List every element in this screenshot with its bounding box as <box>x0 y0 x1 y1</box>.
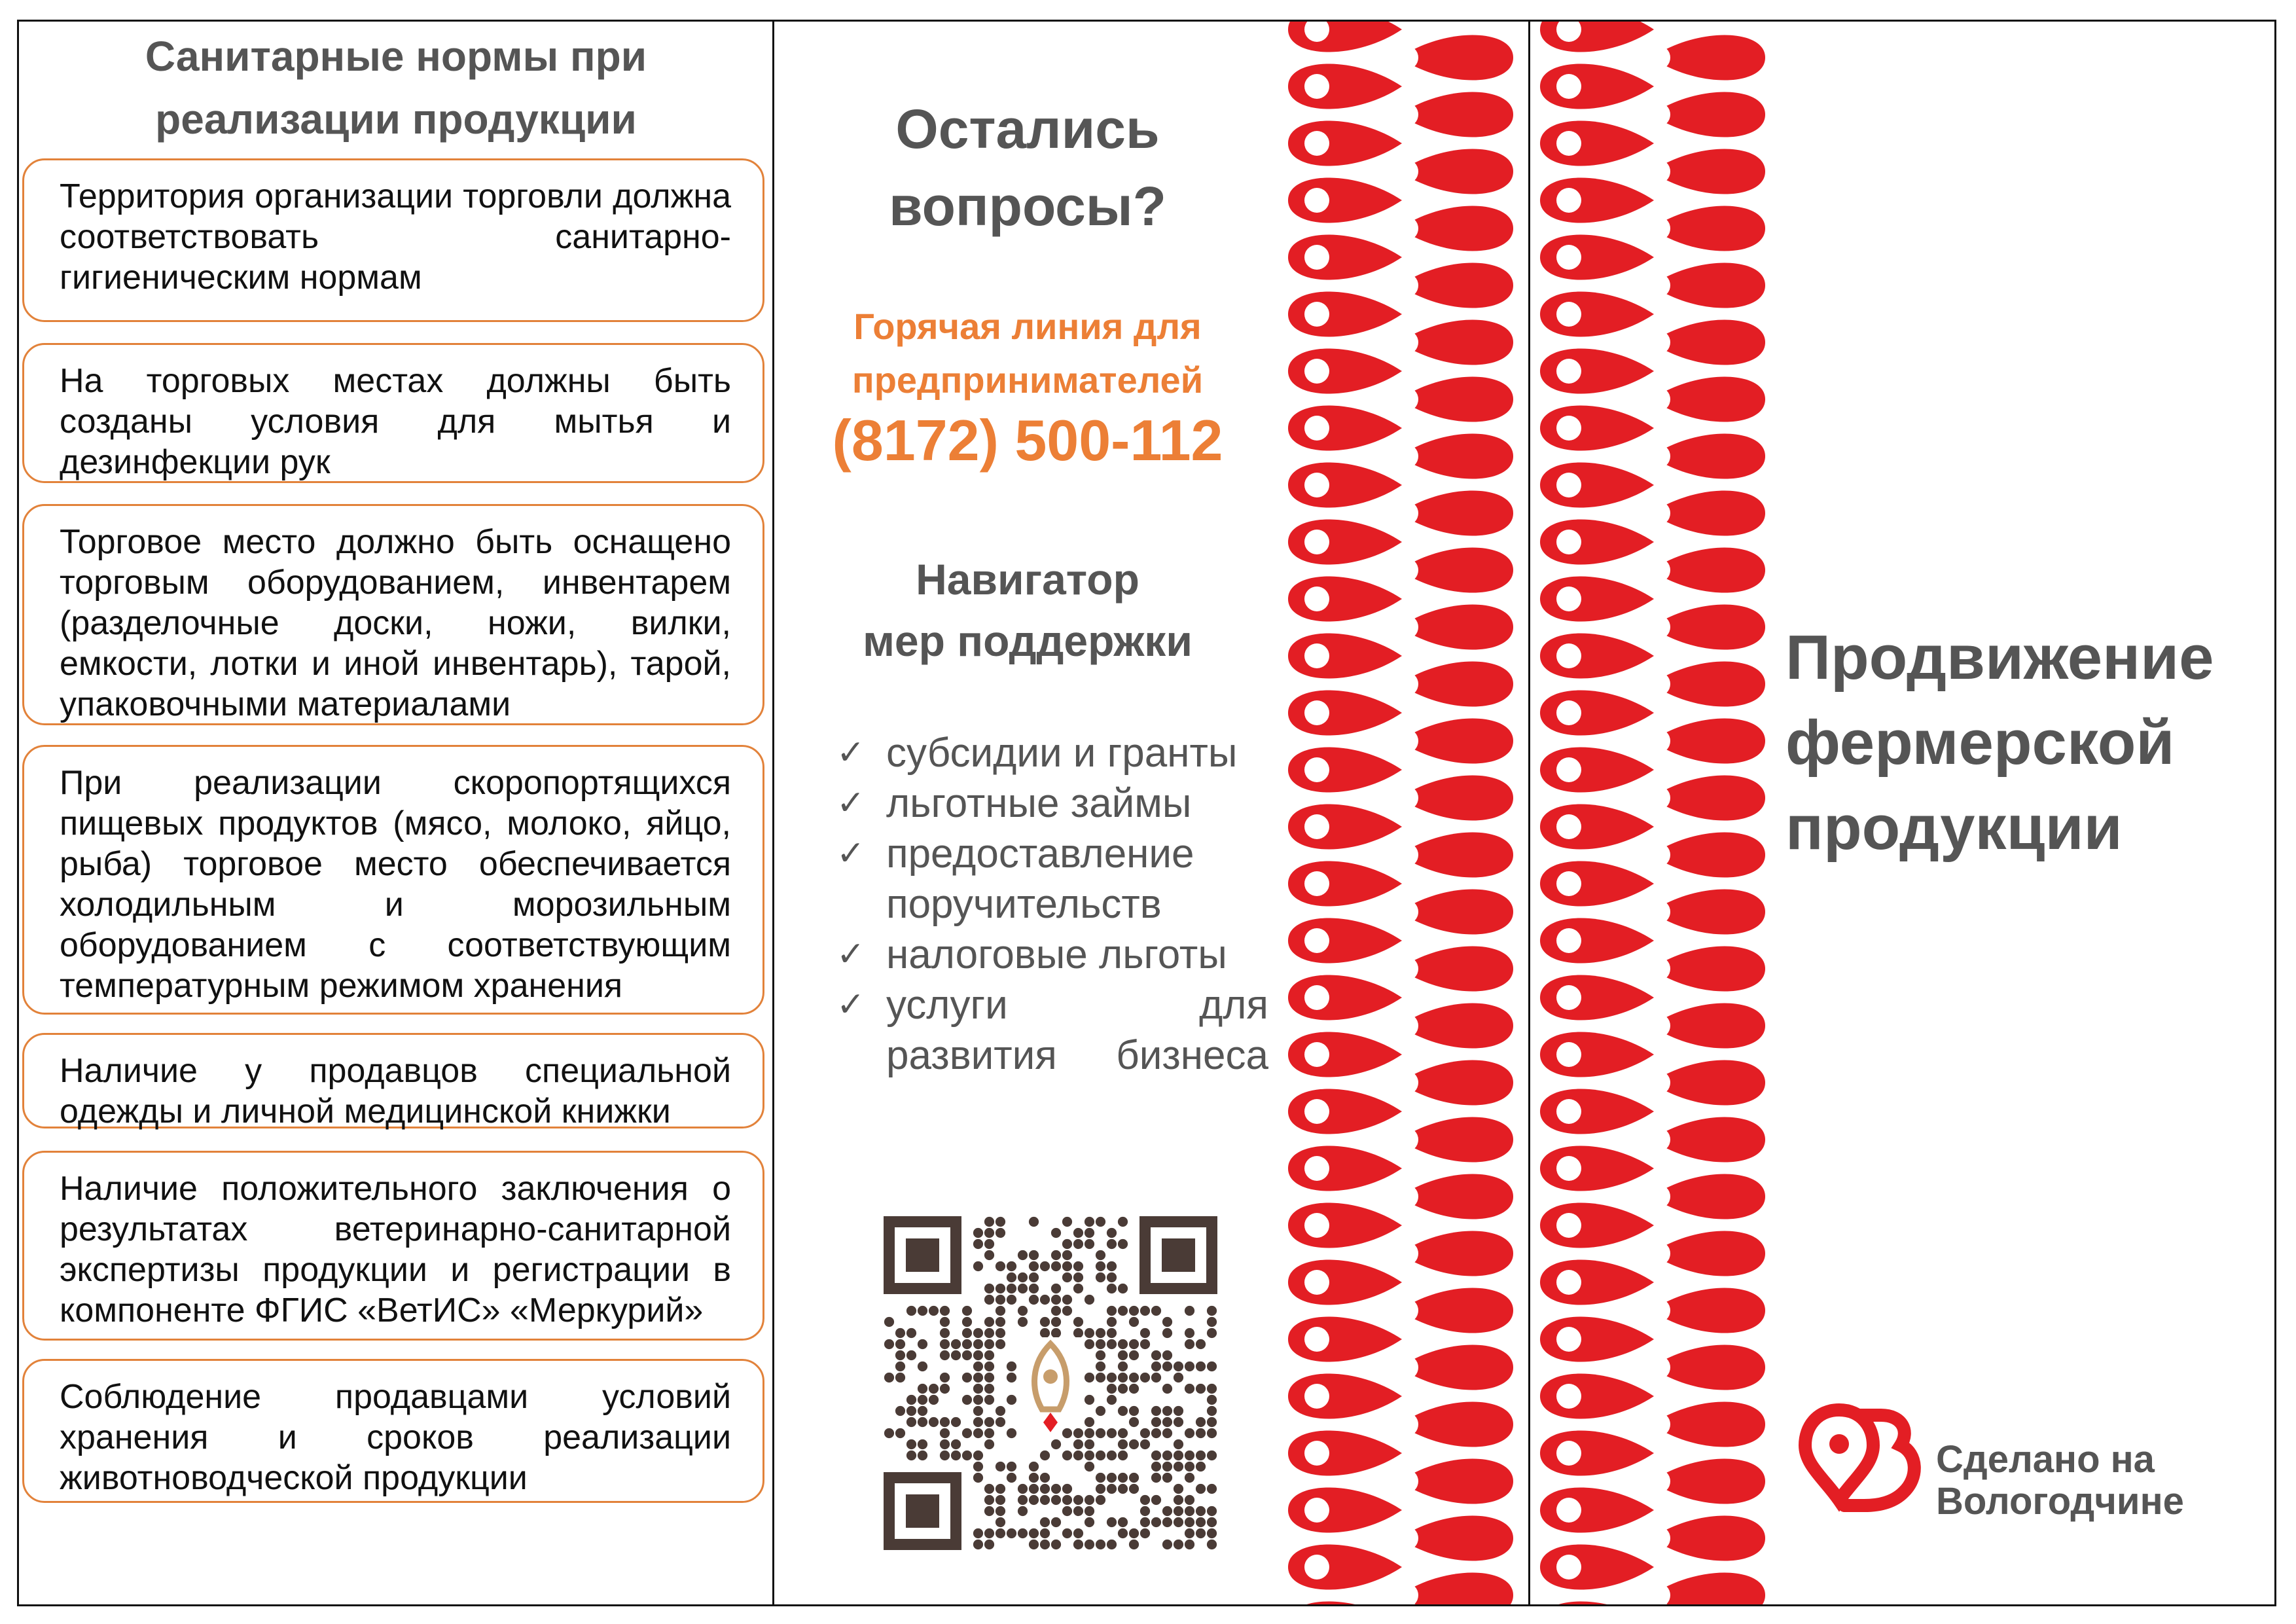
main-title-line2: фермерской <box>1785 708 2175 778</box>
qr-finder-bottom-left <box>884 1472 961 1550</box>
hotline-label-line1: Горячая линия для <box>853 306 1202 347</box>
support-item <box>836 829 1268 929</box>
qr-finder-top-left <box>884 1216 961 1294</box>
navigator-heading-line2: мер поддержки <box>863 617 1193 665</box>
norm-box-7 <box>22 1359 764 1503</box>
support-item-label: услуги для развития бизнеса <box>886 983 1268 1078</box>
qr-finder-top-right <box>1139 1216 1217 1294</box>
norm-box-5 <box>22 1033 764 1128</box>
check-icon: ✓ <box>836 935 865 973</box>
fold-line-right <box>1528 20 1530 1606</box>
logo-text-line1: Сделано на <box>1936 1438 2155 1481</box>
main-title-line3: продукции <box>1785 793 2123 863</box>
logo-text-line2: Вологодчине <box>1936 1480 2184 1523</box>
support-item <box>836 728 1268 778</box>
support-item <box>836 929 1268 980</box>
check-icon: ✓ <box>836 835 865 873</box>
rocket-icon <box>1018 1337 1083 1432</box>
check-icon: ✓ <box>836 986 865 1024</box>
norm-text: Наличие у продавцов специальной одежды и личной медицинской книжки <box>60 1052 731 1130</box>
support-item-label: налоговые льготы <box>886 932 1227 977</box>
norm-text: При реализации скоропортящихся пищевых продуктов (мясо, молоко, яйцо, рыба) торговое место обеспечивается холодильным и морозильным оборудованием с соответствующим температурным режимом хранения <box>60 764 731 1005</box>
questions-heading-line1: Остались <box>895 98 1160 160</box>
norm-box-4 <box>22 745 764 1015</box>
norm-box-6 <box>22 1151 764 1341</box>
navigator-heading <box>785 549 1270 672</box>
folk-ornament-strip-left <box>1283 22 1518 1604</box>
brochure-main-title <box>1785 615 2270 871</box>
fold-line-left <box>772 20 774 1606</box>
sanitary-norms-title <box>26 25 766 151</box>
support-item <box>836 980 1268 1081</box>
support-item <box>836 778 1268 829</box>
norm-box-2 <box>22 343 764 483</box>
folk-ornament-strip-right <box>1535 22 1770 1604</box>
made-in-vologda-logo-icon <box>1799 1402 1923 1526</box>
norm-text: Наличие положительного заключения о результатах ветеринарно-санитарной экспертизы продукции и регистрации в компоненте ФГИС «ВетИС» «Меркурий» <box>60 1170 731 1329</box>
norm-box-3 <box>22 504 764 725</box>
sanitary-norms-title-line1: Санитарные нормы при <box>145 33 647 80</box>
questions-heading <box>785 90 1270 245</box>
norm-text: Соблюдение продавцами условий хранения и сроков реализации животноводческой продукции <box>60 1378 731 1497</box>
check-icon: ✓ <box>836 734 865 772</box>
hotline-label <box>785 300 1270 407</box>
made-in-vologda-logo-text <box>1936 1439 2184 1523</box>
norm-text: Территория организации торговли должна соответствовать санитарно-гигиеническим нормам <box>60 177 731 297</box>
hotline-label-line2: предпринимателей <box>852 359 1204 401</box>
norm-text: Торговое место должно быть оснащено торговым оборудованием, инвентарем (разделочные доски, ножи, вилки, емкости, лотки и иной инвентарь), тарой, упаковочными материалами <box>60 523 731 723</box>
support-measures-list <box>836 728 1268 1081</box>
navigator-heading-line1: Навигатор <box>916 555 1139 604</box>
main-title-line1: Продвижение <box>1785 623 2214 693</box>
support-item-label: субсидии и гранты <box>886 731 1238 776</box>
support-item-label: предоставление поручительств <box>886 831 1194 927</box>
sanitary-norms-title-line2: реализации продукции <box>155 96 637 143</box>
norm-box-1 <box>22 158 764 322</box>
hotline-phone-number[interactable]: (8172) 500-112 <box>832 408 1223 473</box>
qr-code[interactable] <box>884 1216 1217 1550</box>
questions-heading-line2: вопросы? <box>889 175 1166 237</box>
check-icon: ✓ <box>836 784 865 822</box>
norm-text: На торговых местах должны быть созданы условия для мытья и дезинфекции рук <box>60 362 731 481</box>
support-item-label: льготные займы <box>886 781 1192 826</box>
